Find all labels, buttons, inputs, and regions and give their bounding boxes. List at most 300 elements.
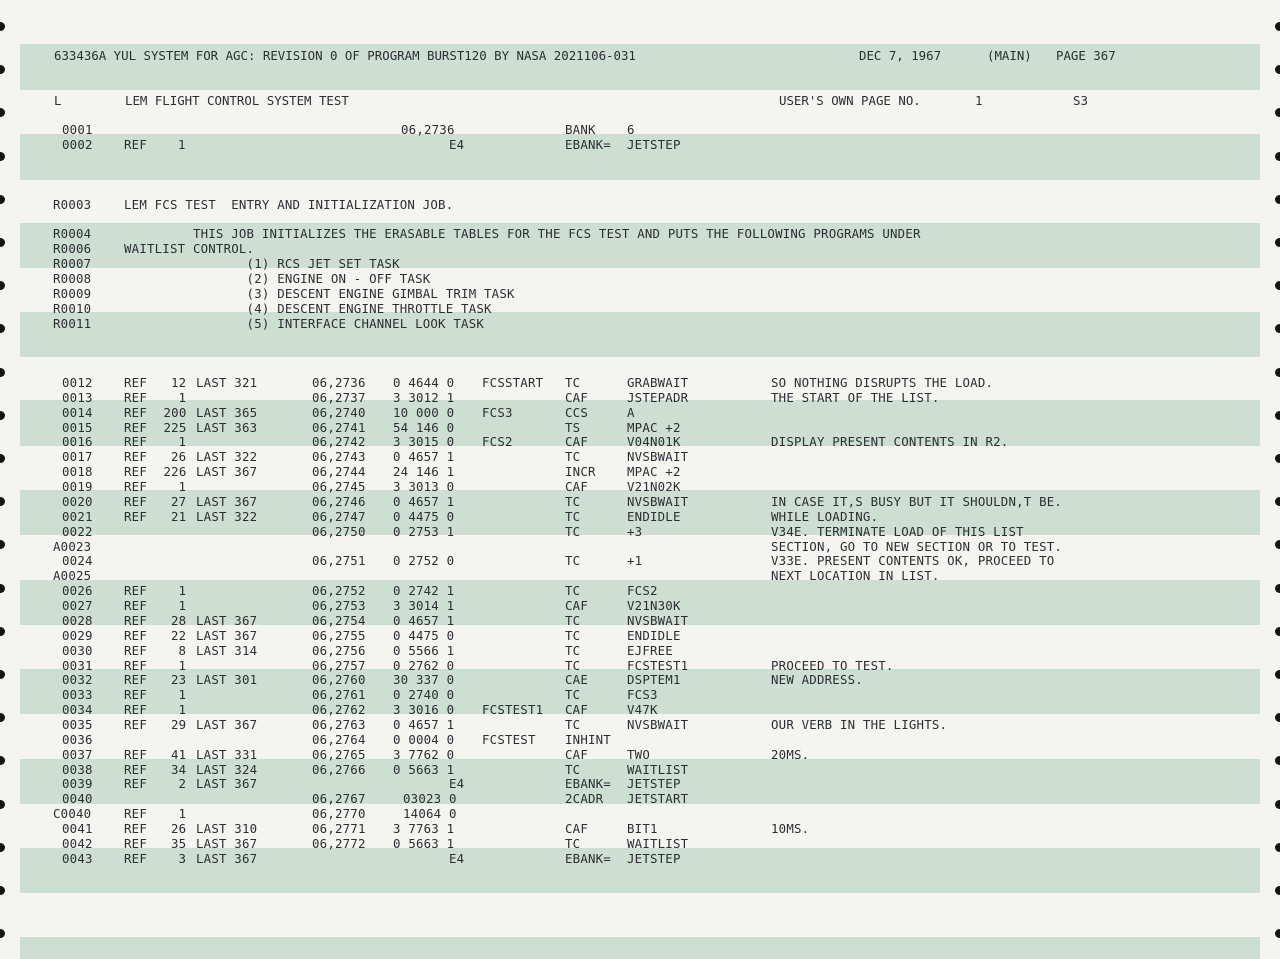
perforation-hole xyxy=(1275,670,1280,679)
ref-count: 23 xyxy=(171,672,187,688)
line-number: 0014 xyxy=(62,404,93,420)
line-number: R0008 xyxy=(53,271,92,286)
operand: FCS3 xyxy=(627,687,658,703)
perforation-hole xyxy=(0,108,5,117)
location: 06,2740 xyxy=(312,404,366,420)
opcode: TC xyxy=(565,761,581,777)
line-number: 0024 xyxy=(62,553,93,569)
remark-text: (5) INTERFACE CHANNEL LOOK TASK xyxy=(124,316,485,331)
opcode: TC xyxy=(565,657,581,673)
symbol-label: FCS2 xyxy=(482,434,513,450)
opcode: TC xyxy=(565,375,581,390)
opcode: TC xyxy=(565,508,581,524)
word-value: 0 2752 0 xyxy=(393,553,455,569)
perforation-hole xyxy=(0,584,5,593)
line-number: 0038 xyxy=(62,761,93,777)
operand: MPAC +2 xyxy=(627,419,681,435)
line-number: 0002 xyxy=(62,137,93,152)
line-number: 0020 xyxy=(62,493,93,509)
word-value: 0 4475 0 xyxy=(393,508,455,524)
ref-label: REF xyxy=(124,657,147,673)
ref-count: 8 xyxy=(178,642,187,658)
operand: +3 xyxy=(627,523,643,539)
line-number: 0027 xyxy=(62,598,93,614)
remark-line xyxy=(0,256,400,271)
comment: 20MS. xyxy=(771,746,810,762)
last-ref: LAST 367 xyxy=(196,612,258,628)
line-number: 0033 xyxy=(62,687,93,703)
location: 06,2760 xyxy=(312,672,366,688)
ref-count: 1 xyxy=(178,702,187,718)
log-section-title: LEM FLIGHT CONTROL SYSTEM TEST xyxy=(125,93,349,108)
word-value: 3 3012 1 xyxy=(393,389,455,405)
location: 06,2750 xyxy=(312,523,366,539)
location: 06,2746 xyxy=(312,493,366,509)
location: 06,2766 xyxy=(312,761,366,777)
perforation-hole xyxy=(1275,756,1280,765)
word-value: 0 4657 1 xyxy=(393,449,455,465)
ref-label: REF xyxy=(124,835,147,851)
symbol-label: FCSSTART xyxy=(482,375,544,390)
perforation-hole xyxy=(1275,411,1280,420)
listing-section: (MAIN) xyxy=(987,48,1032,63)
line-number: A0023 xyxy=(53,538,92,554)
ref-label: REF xyxy=(124,389,147,405)
perforation-hole xyxy=(1275,627,1280,636)
ref-label: REF xyxy=(124,612,147,628)
remark-text: WAITLIST CONTROL. xyxy=(124,241,255,256)
operand: EJFREE xyxy=(627,642,673,658)
line-number: C0040 xyxy=(53,806,92,822)
opcode: CAE xyxy=(565,672,588,688)
remark-line xyxy=(0,286,515,301)
perforation-hole xyxy=(1275,324,1280,333)
listing-page-number: PAGE 367 xyxy=(1056,48,1116,63)
opcode: TC xyxy=(565,523,581,539)
line-number: 0028 xyxy=(62,612,93,628)
perforation-hole xyxy=(1275,195,1280,204)
word-value: 0 4657 1 xyxy=(393,612,455,628)
ref-label: REF xyxy=(124,850,147,866)
ref-count: 26 xyxy=(171,449,187,465)
ref-count: 1 xyxy=(178,479,187,495)
line-number: 0040 xyxy=(62,791,93,807)
operand: FCS2 xyxy=(627,583,658,599)
word-value: 0 2762 0 xyxy=(393,657,455,673)
line-number: R0004 xyxy=(53,226,92,241)
perforation-hole xyxy=(1275,929,1280,938)
location: 06,2763 xyxy=(312,717,366,732)
word-value: 0 2753 1 xyxy=(393,523,455,539)
line-number: 0017 xyxy=(62,449,93,465)
perforation-hole xyxy=(0,756,5,765)
comment: THE START OF THE LIST. xyxy=(771,389,940,405)
perforation-hole xyxy=(0,627,5,636)
ref-count: 226 xyxy=(163,464,187,480)
location: 06,2751 xyxy=(312,553,366,569)
remark-line xyxy=(0,226,921,241)
perforation-hole xyxy=(0,713,5,722)
line-number: 0001 xyxy=(62,122,93,137)
remark-text: THIS JOB INITIALIZES THE ERASABLE TABLES FOR THE FCS TEST AND PUTS THE FOLLOWING PROGRAMS UNDER xyxy=(124,226,921,241)
word-value: 0 4657 1 xyxy=(393,493,455,509)
ref-label: REF xyxy=(124,479,147,495)
opcode: TC xyxy=(565,583,581,599)
word-value: E4 xyxy=(449,850,465,866)
word-value: 0 4475 0 xyxy=(393,627,455,643)
opcode: CAF xyxy=(565,434,588,450)
operand: V21N02K xyxy=(627,479,681,495)
line-number: R0006 xyxy=(53,241,92,256)
ref-label: REF xyxy=(124,583,147,599)
comment: NEW ADDRESS. xyxy=(771,672,863,688)
operand: WAITLIST xyxy=(627,761,689,777)
word-value: 0 2742 1 xyxy=(393,583,455,599)
line-number: 0041 xyxy=(62,821,93,837)
location: 06,2753 xyxy=(312,598,366,614)
operand: A xyxy=(627,404,635,420)
right-perforation-strip xyxy=(1260,0,1280,959)
comment: SECTION, GO TO NEW SECTION OR TO TEST. xyxy=(771,538,1063,554)
listing-line xyxy=(0,137,681,152)
word-value: 03023 0 xyxy=(403,791,457,807)
opcode: CAF xyxy=(565,702,588,718)
opcode: CAF xyxy=(565,821,588,837)
ref-label: REF xyxy=(124,375,147,390)
line-number: R0011 xyxy=(53,316,92,331)
location: 06,2771 xyxy=(312,821,366,837)
comment: SO NOTHING DISRUPTS THE LOAD. xyxy=(771,375,994,390)
perforation-hole xyxy=(0,843,5,852)
remark-text: (1) RCS JET SET TASK xyxy=(124,256,400,271)
last-ref: LAST 322 xyxy=(196,449,258,465)
ref-count: 1 xyxy=(178,598,187,614)
location: 06,2772 xyxy=(312,835,366,851)
comment: PROCEED TO TEST. xyxy=(771,657,894,673)
location: 06,2741 xyxy=(312,419,366,435)
operand: JSTEPADR xyxy=(627,389,689,405)
perforation-hole xyxy=(1275,843,1280,852)
ref-label: REF xyxy=(124,717,147,732)
location: 06,2742 xyxy=(312,434,366,450)
last-ref: LAST 367 xyxy=(196,464,258,480)
perforation-hole xyxy=(1275,540,1280,549)
operand: FCSTEST1 xyxy=(627,657,689,673)
word-value: 0 0004 0 xyxy=(393,731,455,747)
opcode: CAF xyxy=(565,746,588,762)
opcode: TC xyxy=(565,612,581,628)
remark-line xyxy=(0,271,431,286)
perforation-hole xyxy=(0,929,5,938)
opcode: TC xyxy=(565,449,581,465)
users-page-label: USER'S OWN PAGE NO. xyxy=(779,93,921,108)
word-value: 0 5663 1 xyxy=(393,761,455,777)
ref-label: REF xyxy=(124,687,147,703)
ref-count: 29 xyxy=(171,717,187,732)
log-section-marker: L xyxy=(54,93,62,108)
perforation-hole xyxy=(1275,152,1280,161)
operand: NVSBWAIT xyxy=(627,717,689,732)
ref-label: REF xyxy=(124,598,147,614)
line-number: 0016 xyxy=(62,434,93,450)
perforation-hole xyxy=(0,65,5,74)
operand: NVSBWAIT xyxy=(627,493,689,509)
ref-label: REF xyxy=(124,761,147,777)
line-number: 0021 xyxy=(62,508,93,524)
opcode: TC xyxy=(565,835,581,851)
listing-header: 633436A YUL SYSTEM FOR AGC: REVISION 0 OF PROGRAM BURST120 BY NASA 2021106-031 xyxy=(54,48,636,63)
last-ref: LAST 367 xyxy=(196,627,258,643)
perforation-hole xyxy=(1275,454,1280,463)
ref-label: REF xyxy=(124,642,147,658)
last-ref: LAST 324 xyxy=(196,761,258,777)
perforation-hole xyxy=(1275,886,1280,895)
perforation-hole xyxy=(0,540,5,549)
ref-count: 34 xyxy=(171,761,187,777)
operand: JETSTART xyxy=(627,791,689,807)
ref-count: 27 xyxy=(171,493,187,509)
last-ref: LAST 367 xyxy=(196,717,258,732)
location: 06,2752 xyxy=(312,583,366,599)
last-ref: LAST 301 xyxy=(196,672,258,688)
symbol-label: FCSTEST xyxy=(482,731,536,747)
comment: 10MS. xyxy=(771,821,810,837)
location: 06,2756 xyxy=(312,642,366,658)
ref-count: 1 xyxy=(178,137,186,152)
perforation-hole xyxy=(1275,22,1280,31)
last-ref: LAST 314 xyxy=(196,642,258,658)
ref-label: REF xyxy=(124,821,147,837)
operand: WAITLIST xyxy=(627,835,689,851)
ref-count: 1 xyxy=(178,434,187,450)
remark-text: (3) DESCENT ENGINE GIMBAL TRIM TASK xyxy=(124,286,515,301)
remark-line xyxy=(0,316,485,331)
opcode: BANK xyxy=(565,122,596,137)
ref-label: REF xyxy=(124,806,147,822)
ref-label: REF xyxy=(124,627,147,643)
perforation-hole xyxy=(0,800,5,809)
symbol-label: FCS3 xyxy=(482,404,513,420)
word-value: E4 xyxy=(449,137,465,152)
opcode: EBANK= xyxy=(565,776,611,792)
line-number: 0032 xyxy=(62,672,93,688)
opcode: INCR xyxy=(565,464,596,480)
ref-count: 1 xyxy=(178,687,187,703)
operand: 6 xyxy=(627,122,635,137)
remark-text: LEM FCS TEST ENTRY AND INITIALIZATION JOB. xyxy=(124,197,454,212)
location: 06,2743 xyxy=(312,449,366,465)
opcode: CAF xyxy=(565,598,588,614)
last-ref: LAST 367 xyxy=(196,850,258,866)
location: 06,2744 xyxy=(312,464,366,480)
remark-line xyxy=(0,197,454,212)
last-ref: LAST 322 xyxy=(196,508,258,524)
ref-count: 1 xyxy=(178,657,187,673)
comment: V34E. TERMINATE LOAD OF THIS LIST xyxy=(771,523,1024,539)
comment: OUR VERB IN THE LIGHTS. xyxy=(771,717,948,732)
line-number: 0013 xyxy=(62,389,93,405)
ref-count: 2 xyxy=(178,776,187,792)
last-ref: LAST 367 xyxy=(196,835,258,851)
perforation-hole xyxy=(1275,800,1280,809)
ref-count: 225 xyxy=(163,419,187,435)
line-number: 0042 xyxy=(62,835,93,851)
location: 06,2755 xyxy=(312,627,366,643)
comment: WHILE LOADING. xyxy=(771,508,879,524)
remark-line xyxy=(0,301,492,316)
ref-label: REF xyxy=(124,776,147,792)
green-band xyxy=(20,937,1260,959)
opcode: TC xyxy=(565,493,581,509)
ref-count: 28 xyxy=(171,612,187,628)
word-value: 14064 0 xyxy=(403,806,457,822)
perforation-hole xyxy=(1275,497,1280,506)
symbol-label: FCSTEST1 xyxy=(482,702,544,718)
perforation-hole xyxy=(0,454,5,463)
line-number: 0022 xyxy=(62,523,93,539)
operand: JETSTEP xyxy=(627,776,681,792)
ref-count: 1 xyxy=(178,583,187,599)
word-value: 54 146 0 xyxy=(393,419,455,435)
line-number: 0037 xyxy=(62,746,93,762)
location: 06,2745 xyxy=(312,479,366,495)
listing-line xyxy=(0,122,635,137)
word-value: E4 xyxy=(449,776,465,792)
location: 06,2736 xyxy=(401,122,455,137)
line-number: 0012 xyxy=(62,375,93,390)
perforation-hole xyxy=(0,497,5,506)
word-value: 0 5663 1 xyxy=(393,835,455,851)
perforation-hole xyxy=(1275,368,1280,377)
line-number: R0009 xyxy=(53,286,92,301)
location: 06,2765 xyxy=(312,746,366,762)
location: 06,2747 xyxy=(312,508,366,524)
last-ref: LAST 367 xyxy=(196,493,258,509)
opcode: TS xyxy=(565,419,581,435)
perforation-hole xyxy=(0,886,5,895)
line-number: 0034 xyxy=(62,702,93,718)
line-number: 0043 xyxy=(62,850,93,866)
last-ref: LAST 367 xyxy=(196,776,258,792)
ref-count: 200 xyxy=(163,404,187,420)
perforation-hole xyxy=(0,670,5,679)
operand: NVSBWAIT xyxy=(627,449,689,465)
operand: V47K xyxy=(627,702,658,718)
word-value: 3 3015 0 xyxy=(393,434,455,450)
line-number: 0036 xyxy=(62,731,93,747)
ref-label: REF xyxy=(124,449,147,465)
word-value: 24 146 1 xyxy=(393,464,455,480)
location: 06,2761 xyxy=(312,687,366,703)
ref-label: REF xyxy=(124,493,147,509)
line-number: 0030 xyxy=(62,642,93,658)
opcode: TC xyxy=(565,687,581,703)
perforation-hole xyxy=(0,22,5,31)
remark-text: (2) ENGINE ON - OFF TASK xyxy=(124,271,431,286)
ref-count: 22 xyxy=(171,627,187,643)
location: 06,2757 xyxy=(312,657,366,673)
operand: JETSTEP xyxy=(627,137,681,152)
line-number: 0031 xyxy=(62,657,93,673)
perforation-hole xyxy=(1275,584,1280,593)
location: 06,2770 xyxy=(312,806,366,822)
word-value: 3 3013 0 xyxy=(393,479,455,495)
comment: V33E. PRESENT CONTENTS OK, PROCEED TO xyxy=(771,553,1055,569)
ref-count: 21 xyxy=(171,508,187,524)
opcode: TC xyxy=(565,717,581,732)
operand: BIT1 xyxy=(627,821,658,837)
line-number: 0019 xyxy=(62,479,93,495)
opcode: EBANK= xyxy=(565,850,611,866)
line-number: 0015 xyxy=(62,419,93,435)
operand: ENDIDLE xyxy=(627,627,681,643)
location: 06,2754 xyxy=(312,612,366,628)
opcode: CAF xyxy=(565,479,588,495)
remark-text: (4) DESCENT ENGINE THROTTLE TASK xyxy=(124,301,492,316)
operand: ENDIDLE xyxy=(627,508,681,524)
ref-label: REF xyxy=(124,419,147,435)
line-number: 0029 xyxy=(62,627,93,643)
word-value: 0 4644 0 xyxy=(393,375,455,390)
ref-label: REF xyxy=(124,137,147,152)
ref-count: 1 xyxy=(178,806,187,822)
location: 06,2767 xyxy=(312,791,366,807)
comment: IN CASE IT,S BUSY BUT IT SHOULDN,T BE. xyxy=(771,493,1063,509)
line-number: 0035 xyxy=(62,717,93,732)
word-value: 0 5566 1 xyxy=(393,642,455,658)
comment: DISPLAY PRESENT CONTENTS IN R2. xyxy=(771,434,1009,450)
operand: JETSTEP xyxy=(627,850,681,866)
operand: DSPTEM1 xyxy=(627,672,681,688)
opcode: CAF xyxy=(565,389,588,405)
last-ref: LAST 363 xyxy=(196,419,258,435)
location: 06,2737 xyxy=(312,389,366,405)
last-ref: LAST 310 xyxy=(196,821,258,837)
ref-label: REF xyxy=(124,702,147,718)
ref-label: REF xyxy=(124,464,147,480)
line-number: 0039 xyxy=(62,776,93,792)
perforation-hole xyxy=(1275,238,1280,247)
line-number: A0025 xyxy=(53,568,92,584)
opcode: TC xyxy=(565,627,581,643)
word-value: 3 7763 1 xyxy=(393,821,455,837)
opcode: INHINT xyxy=(565,731,611,747)
last-ref: LAST 365 xyxy=(196,404,258,420)
perforation-hole xyxy=(1275,108,1280,117)
ref-count: 41 xyxy=(171,746,187,762)
operand: TWO xyxy=(627,746,650,762)
last-ref: LAST 331 xyxy=(196,746,258,762)
perforation-hole xyxy=(0,411,5,420)
subheader-code: S3 xyxy=(1073,93,1088,108)
opcode: TC xyxy=(565,553,581,569)
line-number: R0007 xyxy=(53,256,92,271)
operand: V21N30K xyxy=(627,598,681,614)
ref-label: REF xyxy=(124,746,147,762)
location: 06,2764 xyxy=(312,731,366,747)
perforation-hole xyxy=(1275,65,1280,74)
location: 06,2736 xyxy=(312,375,366,390)
comment: NEXT LOCATION IN LIST. xyxy=(771,568,940,584)
remark-line xyxy=(0,241,255,256)
last-ref: LAST 321 xyxy=(196,375,258,390)
location: 06,2762 xyxy=(312,702,366,718)
word-value: 10 000 0 xyxy=(393,404,455,420)
line-number: 0026 xyxy=(62,583,93,599)
perforation-hole xyxy=(1275,281,1280,290)
line-number: 0018 xyxy=(62,464,93,480)
ref-count: 3 xyxy=(178,850,187,866)
